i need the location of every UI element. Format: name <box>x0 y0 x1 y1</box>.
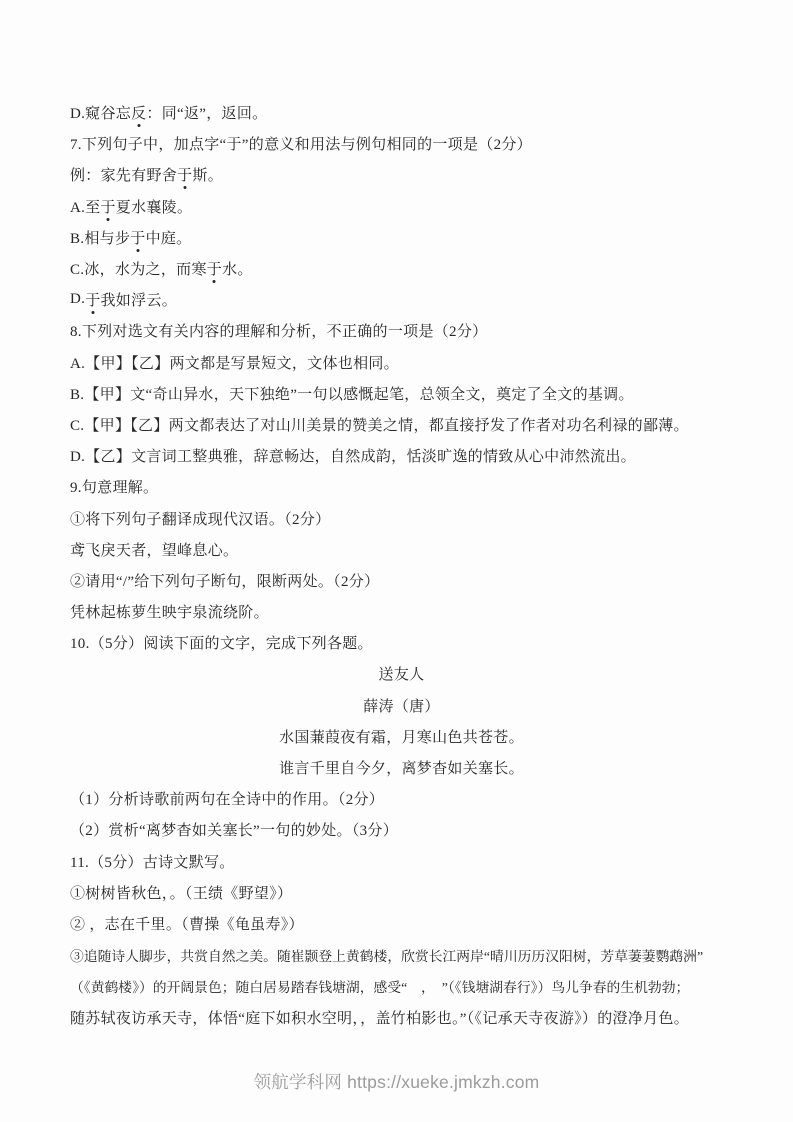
text-segment: 我如浮云。 <box>100 293 178 310</box>
emphasized-char: 于 <box>177 164 192 185</box>
emphasized-char: 于 <box>85 289 100 310</box>
question-10-sub-1 <box>70 783 733 814</box>
question-8-stem <box>70 315 733 346</box>
text-segment: 谁言千里自今夕，离梦杳如关塞长。 <box>279 761 524 778</box>
poem-verse-1 <box>70 721 733 752</box>
question-7-stem <box>70 128 733 159</box>
poem-author <box>70 690 733 721</box>
text-segment: D.【乙】文言词工整典雅，辞意畅达，自然成韵，恬淡旷逸的情致从心中沛然流出。 <box>70 449 636 466</box>
text-segment: 斯。 <box>192 168 224 185</box>
text-segment: ③追随诗人脚步，共赏自然之美。随崔颢登上黄鹤楼，欣赏长江两岸“晴川历历汉阳树，芳草萋萋鹦鹉洲” <box>70 948 704 964</box>
poem-verse-2 <box>70 752 733 783</box>
question-11-blank-1 <box>70 877 733 908</box>
text-segment: B.【甲】文“奇山异水，天下独绝”一句以感慨起笔，总领全文，奠定了全文的基调。 <box>70 386 634 403</box>
text-segment: 7.下列句子中，加点字“于”的意义和用法与例句相同的一项是（2分） <box>70 137 532 154</box>
text-segment: 8.下列对选文有关内容的理解和分析，不正确的一项是（2分） <box>70 324 488 341</box>
text-segment: 11.（5分）古诗文默写。 <box>70 854 235 871</box>
question-7-option-a <box>70 191 733 222</box>
text-segment: 鸢飞戾天者，望峰息心。 <box>70 542 239 559</box>
question-7-example <box>70 159 733 190</box>
question-7-option-c <box>70 253 733 284</box>
watermark <box>0 1069 793 1094</box>
text-segment: C.冰，水为之，而寒 <box>70 262 207 279</box>
text-segment: 夏水襄陵。 <box>115 199 193 216</box>
text-segment: 随苏轼夜访承天寺，体悟“庭下如积水空明，，盖竹柏影也。”（《记承天寺夜游》）的澄净月色。 <box>70 1010 690 1027</box>
question-7-option-b <box>70 222 733 253</box>
question-11-stem <box>70 846 733 877</box>
text-segment: （《黄鹤楼》）的开阔景色；随白居易踏春钱塘湖，感受“ ， ”（《钱塘湖春行》）鸟儿争春的生机勃勃； <box>70 979 690 995</box>
text-segment: ②请用“/”给下列句子断句，限断两处。（2分） <box>70 573 380 590</box>
text-segment: （1）分析诗歌前两句在全诗中的作用。（2分） <box>70 792 385 809</box>
poem-title <box>70 658 733 689</box>
question-9-translation-sentence <box>70 534 733 565</box>
emphasized-char: 于 <box>100 196 115 217</box>
option-d-previous-question <box>70 97 733 128</box>
emphasized-char: 于 <box>207 258 222 279</box>
question-7-option-d <box>70 284 733 315</box>
text-segment: 9.句意理解。 <box>70 480 159 497</box>
text-segment: B.相与步 <box>70 230 131 247</box>
question-8-option-b <box>70 378 733 409</box>
text-segment: ①树树皆秋色，。（王绩《野望》） <box>70 885 293 902</box>
question-8-option-d <box>70 440 733 471</box>
question-8-option-a <box>70 347 733 378</box>
question-9-sub-2 <box>70 565 733 596</box>
text-segment: （2）赏析“离梦杳如关塞长”一句的妙处。（3分） <box>70 823 399 840</box>
question-8-option-c <box>70 409 733 440</box>
question-10-stem <box>70 627 733 658</box>
question-11-blank-2 <box>70 908 733 939</box>
emphasized-char: 反 <box>131 102 146 123</box>
question-9-punctuation-sentence <box>70 596 733 627</box>
text-segment: 水。 <box>222 262 253 279</box>
text-segment: 10.（5分）阅读下面的文字，完成下列各题。 <box>70 636 373 653</box>
text-segment: D.窥谷忘 <box>70 106 132 123</box>
question-9-sub-1 <box>70 502 733 533</box>
text-segment: 中庭。 <box>145 230 192 247</box>
text-segment: 送友人 <box>378 667 425 684</box>
question-11-blank-3-line-2 <box>70 970 733 1001</box>
text-segment: ② ，志在千里。（曹操《龟虽寿》） <box>70 916 304 933</box>
text-segment: 薛涛（唐） <box>363 698 440 715</box>
question-11-blank-3-line-1 <box>70 939 733 970</box>
text-segment: ：同“返”，返回。 <box>146 106 268 123</box>
emphasized-char: 于 <box>130 227 145 248</box>
watermark-text: 领航学科网 https://xueke.jmkzh.com <box>253 1072 540 1092</box>
question-11-blank-3-line-3 <box>70 1001 733 1032</box>
text-segment: 例：家先有野舍 <box>70 168 178 185</box>
text-segment: D. <box>70 291 86 308</box>
text-segment: ①将下列句子翻译成现代汉语。（2分） <box>70 511 331 528</box>
question-10-sub-2 <box>70 814 733 845</box>
exam-body <box>70 97 733 1033</box>
text-segment: 凭林起栋萝生映宇泉流绕阶。 <box>70 605 269 622</box>
text-segment: A.至 <box>70 199 101 216</box>
question-9-stem <box>70 471 733 502</box>
text-segment: C.【甲】【乙】两文都表达了对山川美景的赞美之情，都直接抒发了作者对功名利禄的鄙薄。 <box>70 417 689 434</box>
text-segment: 水国蒹葭夜有霜，月寒山色共苍苍。 <box>279 729 524 746</box>
text-segment: A.【甲】【乙】两文都是写景短文，文体也相同。 <box>70 355 399 372</box>
